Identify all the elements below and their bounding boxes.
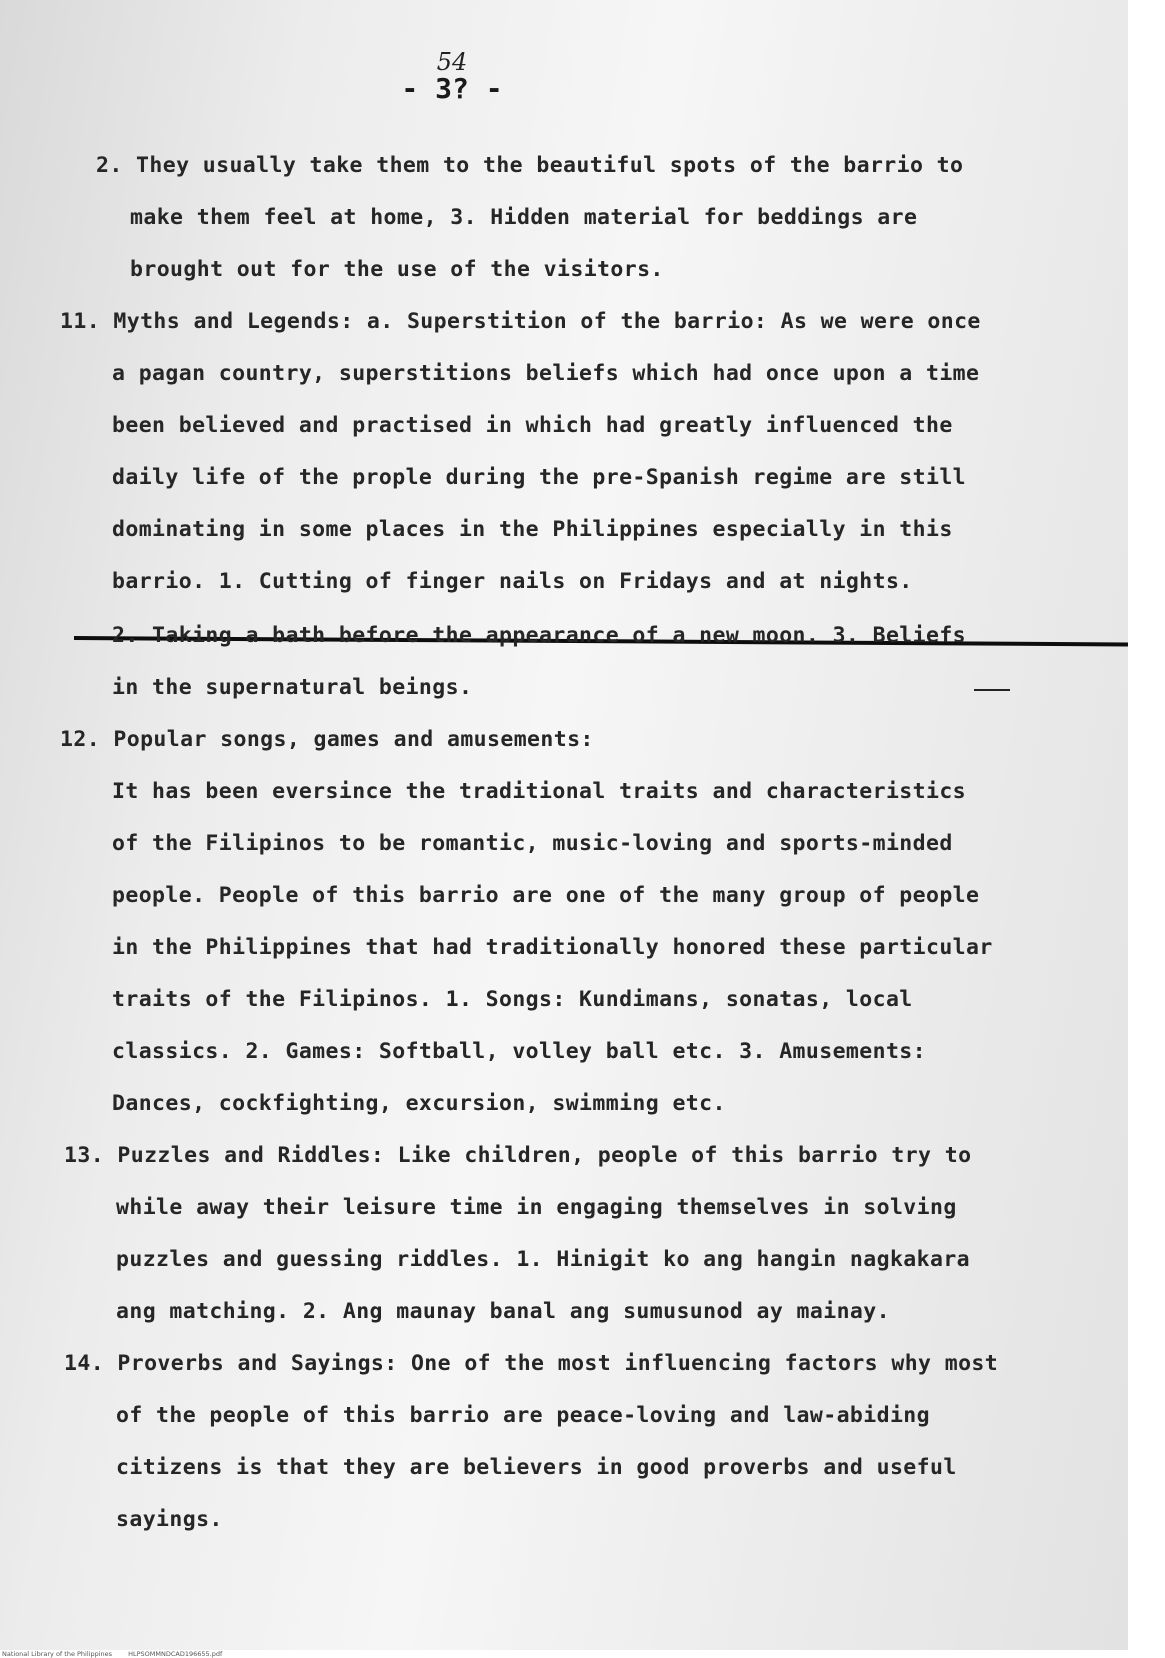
- text-line: Dances, cockfighting, excursion, swimming etc.: [112, 1091, 726, 1116]
- text-line: of the Filipinos to be romantic, music-loving and sports-minded: [112, 831, 953, 856]
- text-line: been believed and practised in which had greatly influenced the: [112, 413, 953, 438]
- text-line: of the people of this barrio are peace-loving and law-abiding: [116, 1403, 930, 1428]
- section-heading: 13. Puzzles and Riddles: Like children, people of this barrio try to: [64, 1143, 972, 1168]
- text-line: puzzles and guessing riddles. 1. Hinigit ko ang hangin nagkakara: [116, 1247, 971, 1272]
- text-line: barrio. 1. Cutting of finger nails on Fridays and at nights.: [112, 569, 913, 594]
- text-line: while away their leisure time in engaging themselves in solving: [116, 1195, 957, 1220]
- text-line: It has been eversince the traditional traits and characteristics: [112, 779, 967, 804]
- page-margin: [1128, 0, 1165, 1650]
- text-line: make them feel at home, 3. Hidden material for beddings are: [130, 205, 918, 230]
- page-number-typed: - 3? -: [401, 72, 503, 105]
- page-number-handwritten: 54: [436, 48, 468, 76]
- text-line: ang matching. 2. Ang maunay banal ang sumusunod ay mainay.: [116, 1299, 890, 1324]
- text-line: 2. Taking a bath before the appearance of a new moon. 3. Beliefs: [112, 623, 967, 648]
- text-line: traits of the Filipinos. 1. Songs: Kundimans, sonatas, local: [112, 987, 913, 1012]
- section-heading: 14. Proverbs and Sayings: One of the most influencing factors why most: [64, 1351, 999, 1376]
- text-line: sayings.: [116, 1507, 223, 1532]
- text-line: classics. 2. Games: Softball, volley ball etc. 3. Amusements:: [112, 1039, 926, 1064]
- text-line: daily life of the prople during the pre-Spanish regime are still: [112, 465, 967, 490]
- text-line: in the Philippines that had traditionally honored these particular: [112, 935, 993, 960]
- page-number: [392, 50, 512, 104]
- text-line: dominating in some places in the Philippines especially in this: [112, 517, 953, 542]
- text-line: 2. They usually take them to the beautiful spots of the barrio to: [96, 153, 964, 178]
- text-line: brought out for the use of the visitors.: [130, 257, 664, 282]
- text-line: in the supernatural beings.: [112, 675, 473, 700]
- text-line: a pagan country, superstitions beliefs which had once upon a time: [112, 361, 980, 386]
- text-line: people. People of this barrio are one of the many group of people: [112, 883, 980, 908]
- footer-file: HLPSOMMNDCAD196655.pdf: [128, 1650, 223, 1658]
- text-line: citizens is that they are believers in good proverbs and useful: [116, 1455, 957, 1480]
- footer: [0, 1650, 1165, 1658]
- footer-source: National Library of the Philippines: [2, 1650, 113, 1658]
- margin-mark: [974, 689, 1010, 691]
- section-heading: 12. Popular songs, games and amusements:: [60, 727, 594, 752]
- section-heading: 11. Myths and Legends: a. Superstition of the barrio: As we were once: [60, 309, 981, 334]
